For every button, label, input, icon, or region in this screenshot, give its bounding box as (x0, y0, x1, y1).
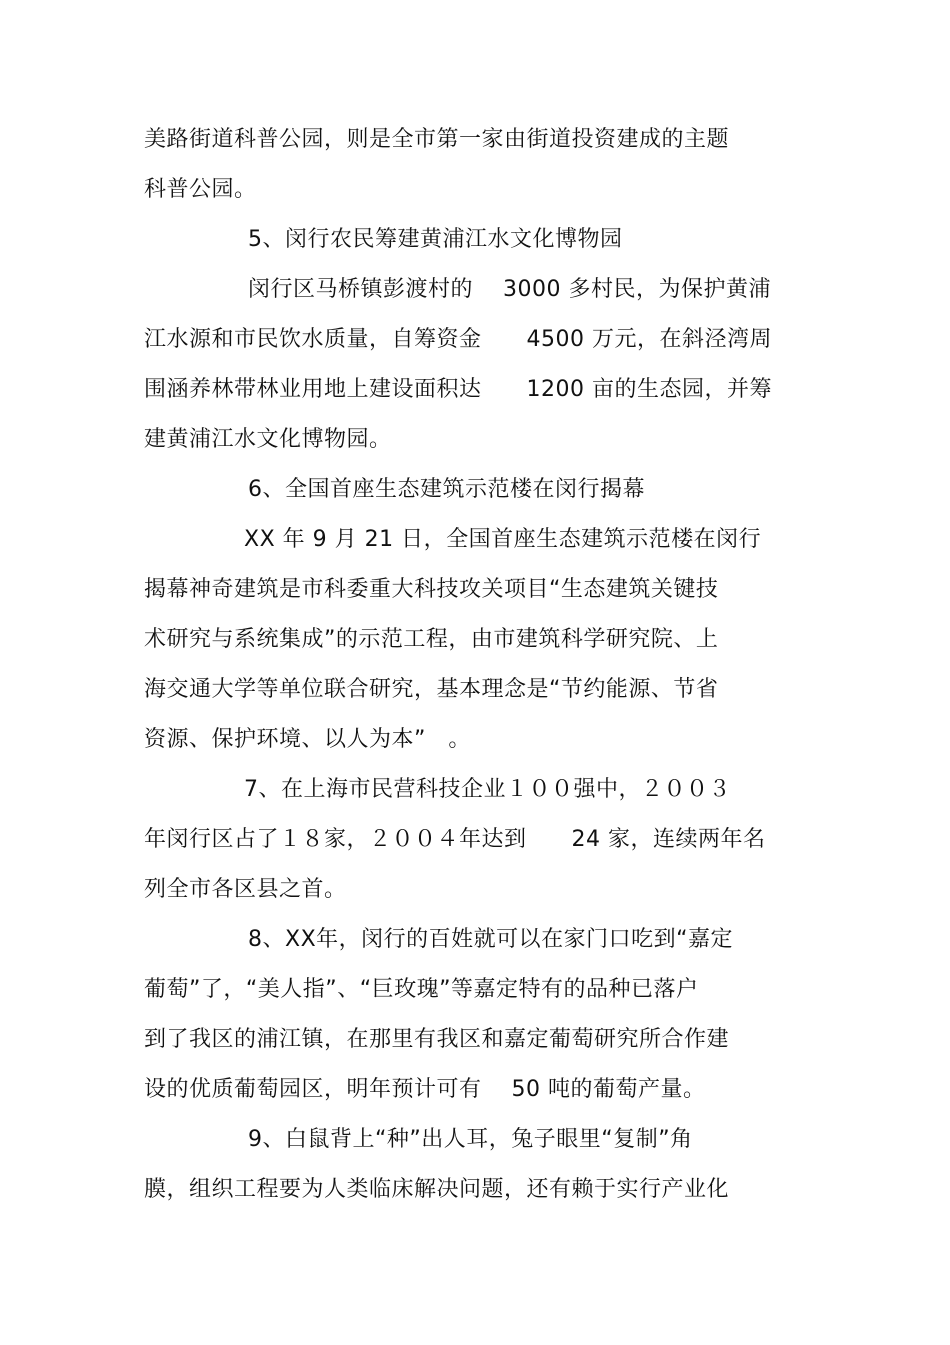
text-line: 年闵行区占了１８家，２００４年达到 24 家，连续两年名 (144, 827, 766, 852)
text-line: 江水源和市民饮水质量，自筹资金 4500 万元，在斜泾湾周 (144, 327, 772, 352)
text-line: 科普公园。 (144, 177, 257, 202)
section-heading: 5、闵行农民筹建黄浦江水文化博物园 (248, 227, 623, 252)
text-line: 设的优质葡萄园区，明年预计可有 50 吨的葡萄产量。 (144, 1077, 706, 1102)
text-line: 资源、保护环境、以人为本” 。 (144, 727, 471, 752)
text-line: 闵行区马桥镇彭渡村的 3000 多村民，为保护黄浦 (248, 277, 771, 302)
section-heading: 6、全国首座生态建筑示范楼在闵行揭幕 (248, 477, 645, 502)
text-line: 列全市各区县之首。 (144, 877, 347, 902)
section-heading: 8、XX年，闵行的百姓就可以在家门口吃到“嘉定 (248, 927, 734, 952)
text-line: 围涵养林带林业用地上建设面积达 1200 亩的生态园，并筹 (144, 377, 772, 402)
section-heading: 7、在上海市民营科技企业１００强中，２００３ (244, 777, 731, 802)
text-line: 葡萄”了，“美人指”、“巨玫瑰”等嘉定特有的品种已落户 (144, 977, 699, 1002)
text-line: 美路街道科普公园，则是全市第一家由街道投资建成的主题 (144, 127, 730, 152)
text-line: 到了我区的浦江镇，在那里有我区和嘉定葡萄研究所合作建 (144, 1027, 730, 1052)
text-line: XX 年 9 月 21 日，全国首座生态建筑示范楼在闵行 (244, 527, 762, 552)
text-line: 建黄浦江水文化博物园。 (144, 427, 392, 452)
text-line: 揭幕神奇建筑是市科委重大科技攻关项目“生态建筑关键技 (144, 577, 719, 602)
section-heading: 9、白鼠背上“种”出人耳，兔子眼里“复制”角 (248, 1127, 693, 1152)
text-line: 术研究与系统集成”的示范工程，由市建筑科学研究院、上 (144, 627, 719, 652)
text-line: 膜，组织工程要为人类临床解决问题，还有赖于实行产业化 (144, 1177, 730, 1202)
text-line: 海交通大学等单位联合研究，基本理念是“节约能源、节省 (144, 677, 719, 702)
